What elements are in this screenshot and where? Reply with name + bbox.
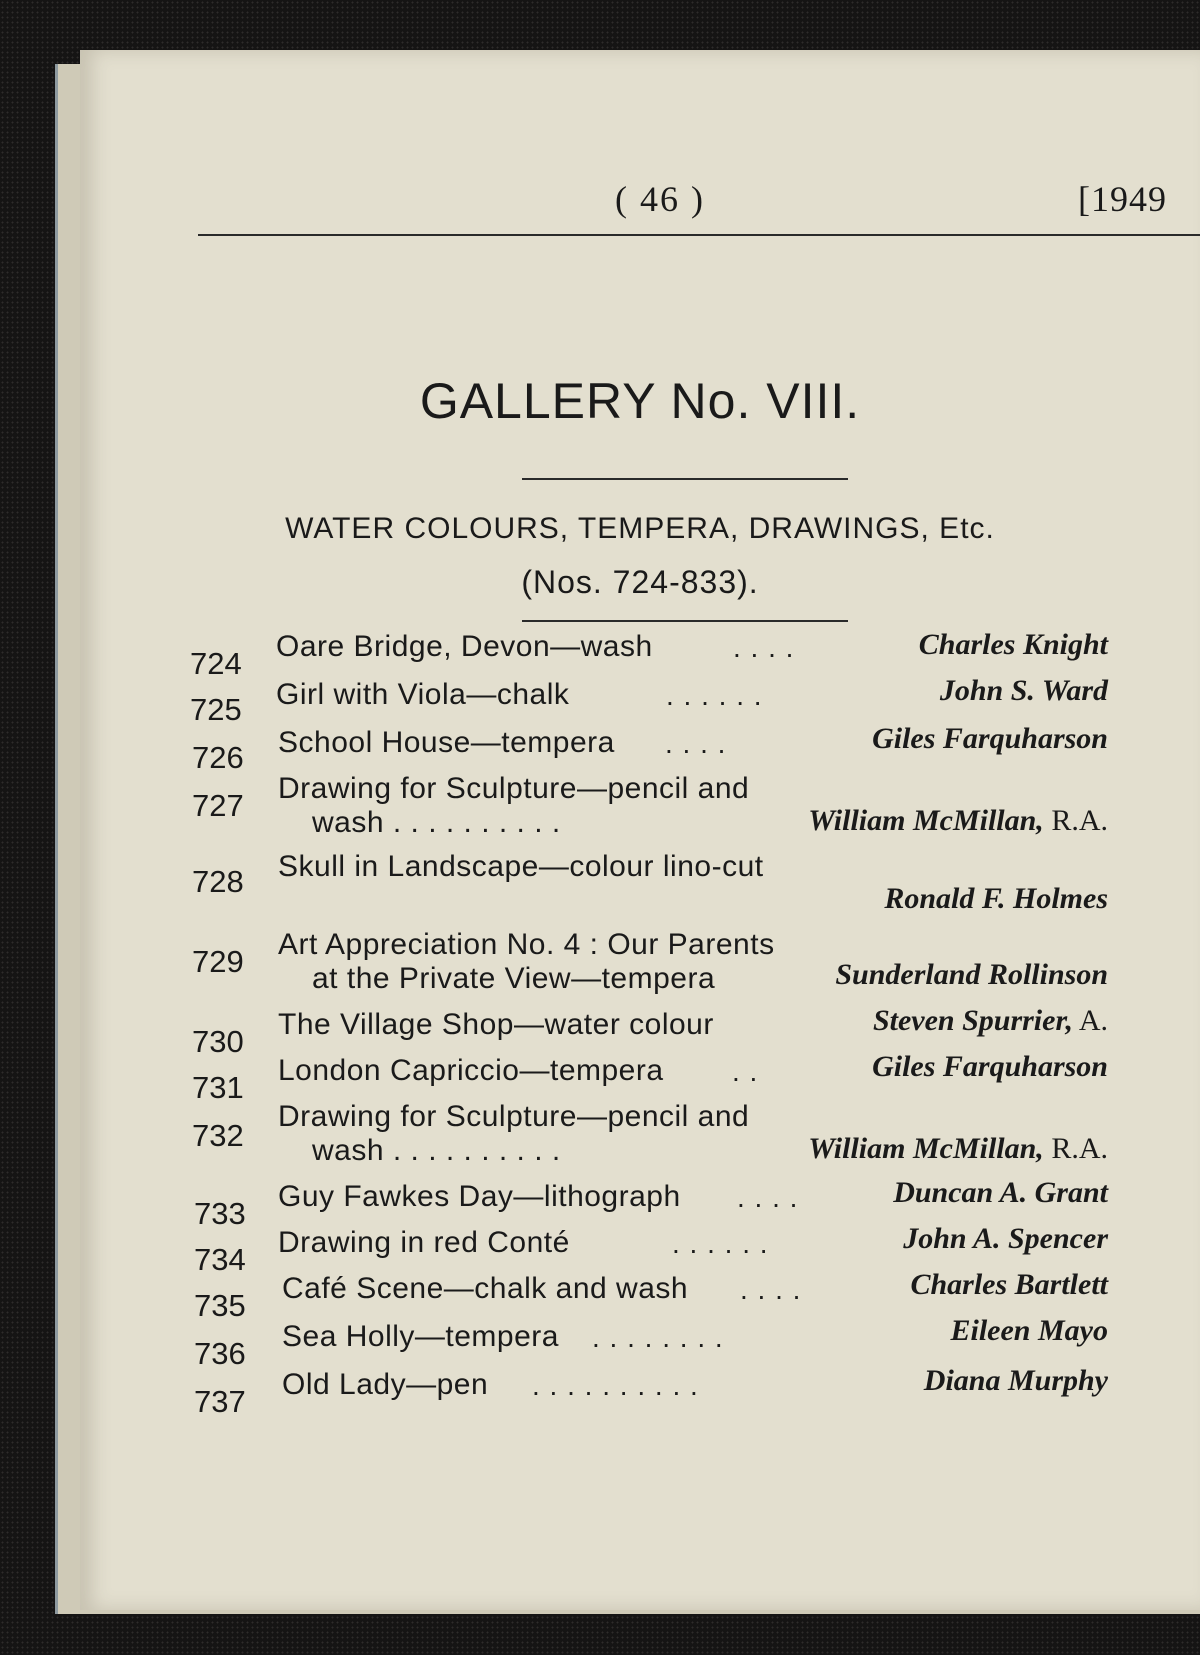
artist-honours: A. — [1072, 1004, 1108, 1037]
entry-number: 728 — [192, 864, 244, 899]
entry-number: 729 — [192, 944, 244, 979]
entry-number: 727 — [192, 788, 244, 823]
entry-artist: Ronald F. Holmes — [884, 882, 1108, 915]
entry-title-continued: wash . . . . . . . . . . — [312, 806, 561, 839]
entry-number: 725 — [190, 692, 242, 727]
entry-title: Old Lady—pen — [282, 1368, 489, 1401]
artist-name: William McMillan, — [808, 804, 1044, 837]
entry-artist — [808, 804, 1108, 838]
entry-title: School House—tempera — [278, 726, 615, 759]
section-title: WATER COLOURS, TEMPERA, DRAWINGS, Etc. — [285, 512, 995, 545]
entry-title-continued: wash . . . . . . . . . . — [312, 1134, 561, 1167]
dot-leaders: . . . . — [733, 632, 795, 663]
entry-number: 734 — [194, 1242, 246, 1277]
entry-title-continued: at the Private View—tempera — [312, 962, 716, 995]
entry-title: Sea Holly—tempera — [282, 1320, 559, 1353]
artist-honours: R.A. — [1043, 804, 1108, 837]
entry-number: 724 — [190, 646, 242, 681]
entry-number: 733 — [194, 1196, 246, 1231]
entry-artist — [873, 1004, 1108, 1038]
entry-artist: Duncan A. Grant — [893, 1176, 1108, 1209]
entry-title: Art Appreciation No. 4 : Our Parents — [278, 928, 775, 961]
section-range: (Nos. 724-833). — [521, 564, 759, 600]
catalogue-page — [80, 50, 1200, 1610]
dot-leaders: . . . . . . . . — [592, 1322, 724, 1353]
entry-artist: Giles Farquharson — [872, 722, 1108, 755]
entry-title: Café Scene—chalk and wash — [282, 1272, 689, 1305]
entry-title: London Capriccio—tempera — [278, 1054, 664, 1087]
header-rule — [198, 234, 1200, 236]
entry-number: 731 — [192, 1070, 244, 1105]
artist-name: Steven Spurrier, — [872, 1004, 1073, 1037]
entry-artist: Diana Murphy — [923, 1364, 1108, 1397]
entry-number: 726 — [192, 740, 244, 775]
entry-artist — [808, 1132, 1108, 1166]
artist-name: William McMillan, — [808, 1132, 1044, 1165]
entry-number: 737 — [194, 1384, 246, 1419]
entry-title: Guy Fawkes Day—lithograph — [278, 1180, 681, 1213]
entry-number: 736 — [194, 1336, 246, 1371]
dot-leaders: . . — [732, 1056, 759, 1087]
entry-title: The Village Shop—water colour — [278, 1008, 714, 1041]
entry-title: Girl with Viola—chalk — [276, 678, 570, 711]
entry-artist: Sunderland Rollinson — [835, 958, 1108, 991]
entry-title: Oare Bridge, Devon—wash — [276, 630, 653, 663]
entry-number: 730 — [192, 1024, 244, 1059]
entry-title: Drawing for Sculpture—pencil and — [278, 1100, 750, 1133]
section-rule — [522, 620, 848, 622]
entry-title: Drawing in red Conté — [278, 1226, 570, 1259]
entry-artist: Charles Bartlett — [910, 1268, 1108, 1301]
entry-number: 735 — [194, 1288, 246, 1323]
dot-leaders: . . . . — [740, 1274, 802, 1305]
entry-number: 732 — [192, 1118, 244, 1153]
entry-title: Drawing for Sculpture—pencil and — [278, 772, 750, 805]
gallery-title: GALLERY No. VIII. — [419, 373, 861, 429]
entry-artist: John S. Ward — [939, 674, 1108, 707]
entry-title: Skull in Landscape—colour lino-cut — [278, 850, 764, 883]
dot-leaders: . . . . — [737, 1182, 799, 1213]
dot-leaders: . . . . . . . . . . — [532, 1370, 699, 1401]
dot-leaders: . . . . . . — [672, 1228, 769, 1259]
entry-artist: John A. Spencer — [903, 1222, 1108, 1255]
entry-artist: Eileen Mayo — [950, 1314, 1108, 1347]
entry-artist: Giles Farquharson — [872, 1050, 1108, 1083]
entry-artist: Charles Knight — [918, 628, 1108, 661]
title-rule — [522, 478, 848, 480]
dot-leaders: . . . . — [665, 728, 727, 759]
page-number: ( 46 ) — [615, 179, 705, 219]
dot-leaders: . . . . . . — [666, 680, 763, 711]
year-marker: [1949 — [1078, 179, 1167, 219]
artist-honours: R.A. — [1043, 1132, 1108, 1165]
